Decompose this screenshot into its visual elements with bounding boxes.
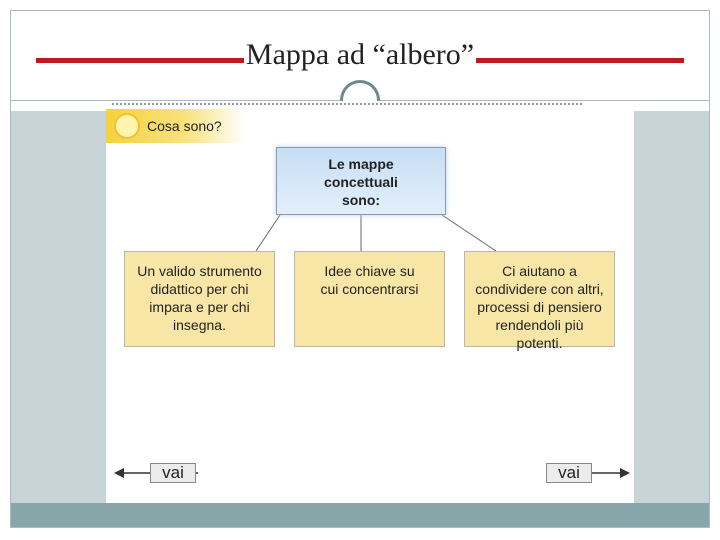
- left-side-panel: [11, 111, 106, 503]
- next-button-label: vai: [546, 463, 592, 483]
- connector-left: [256, 215, 280, 251]
- previous-button-label: vai: [150, 463, 196, 483]
- right-side-panel: [634, 111, 709, 503]
- footer-band: [11, 503, 709, 527]
- slide-title: [0, 38, 720, 72]
- leaf-concept-text: Un valido strumento didattico per chi impara e per chi insegna.: [137, 263, 262, 333]
- leaf-concept-text: Ci aiutano a condividere con altri, processi di pensiero rendendoli più potenti.: [475, 263, 604, 351]
- leaf-concept-box: [464, 251, 615, 351]
- next-button[interactable]: [546, 461, 630, 483]
- leaf-concept-box: [294, 251, 445, 347]
- slide-title-text: Mappa ad “albero”: [245, 38, 475, 71]
- connector-right: [442, 215, 496, 251]
- root-concept-box: [276, 147, 446, 215]
- embedded-screenshot: [106, 101, 634, 496]
- section-header-label: Cosa sono?: [147, 118, 222, 134]
- leaf-concept-text: Idee chiave su cui concentrarsi: [320, 263, 419, 297]
- leaf-concept-box: [124, 251, 275, 347]
- previous-button[interactable]: [114, 461, 198, 483]
- root-concept-text: Le mappe concettuali sono:: [324, 156, 398, 208]
